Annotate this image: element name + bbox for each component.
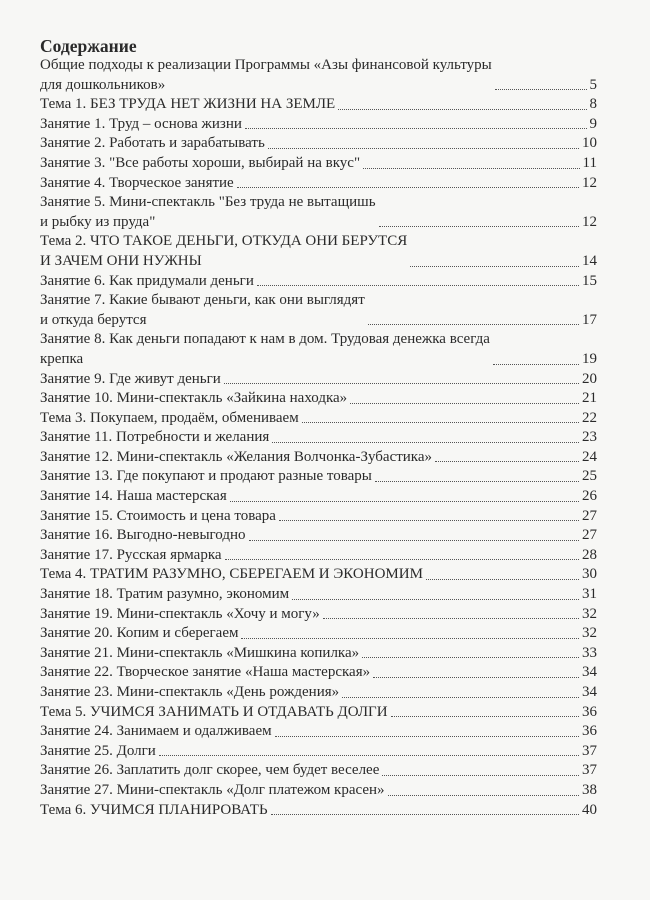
toc-entry-title-line: Тема 5. УЧИМСЯ ЗАНИМАТЬ И ОТДАВАТЬ ДОЛГИ: [40, 703, 388, 720]
toc-entry-title: [40, 761, 379, 781]
toc-entry: [40, 624, 597, 644]
toc-entry-title: [40, 546, 222, 566]
toc-entry-title: [40, 330, 490, 369]
dot-leader: [382, 775, 579, 776]
dot-leader: [323, 618, 579, 619]
toc-entry-title-line: Занятие 16. Выгодно-невыгодно: [40, 527, 246, 544]
toc-entry-title-line: Занятие 3. "Все работы хороши, выбирай на вкус": [40, 154, 361, 171]
toc-entry-title: [40, 272, 254, 292]
dot-leader: [495, 89, 587, 90]
dot-leader: [391, 716, 579, 717]
toc-entry-page-number: 10: [582, 135, 597, 152]
toc-entry-page-number: 36: [582, 723, 597, 740]
toc-entry: [40, 272, 597, 292]
toc-entry-title: [40, 722, 272, 742]
toc-entry: [40, 428, 597, 448]
toc-entry-title-line: Занятие 1. Труд – основа жизни: [40, 115, 242, 132]
toc-entry-title: [40, 370, 221, 390]
toc-entry-page-number: 33: [582, 644, 597, 661]
toc-entry-title-line: крепка: [40, 350, 84, 367]
dot-leader: [388, 795, 579, 796]
toc-entry-title: [40, 232, 407, 271]
toc-entry-title: [40, 115, 242, 135]
toc-entry: [40, 703, 597, 723]
dot-leader: [342, 697, 579, 698]
toc-entry: [40, 467, 597, 487]
dot-leader: [224, 383, 579, 384]
toc-entry-page-number: 15: [582, 272, 597, 289]
toc-entry-page-number: 34: [582, 664, 597, 681]
toc-entry-page-number: 32: [582, 625, 597, 642]
dot-leader: [410, 266, 579, 267]
dot-leader: [368, 324, 579, 325]
dot-leader: [271, 814, 579, 815]
toc-entry: [40, 291, 597, 330]
toc-entry-title-line: Тема 4. ТРАТИМ РАЗУМНО, СБЕРЕГАЕМ И ЭКОНОМИМ: [40, 566, 423, 583]
toc-entry: [40, 95, 597, 115]
toc-entry-page-number: 37: [582, 742, 597, 759]
toc-entry: [40, 193, 597, 232]
toc-entry-title: [40, 428, 269, 448]
toc-entry-page-number: 26: [582, 488, 597, 505]
dot-leader: [493, 364, 579, 365]
toc-entry-title: [40, 644, 359, 664]
toc-entry: [40, 409, 597, 429]
toc-entry-title: [40, 134, 265, 154]
dot-leader: [249, 540, 579, 541]
toc-entry: [40, 330, 597, 369]
dot-leader: [245, 128, 587, 129]
toc-entry: [40, 565, 597, 585]
toc-entry-title-line: для дошкольников»: [40, 76, 166, 93]
toc-entry-title-line: Занятие 9. Где живут деньги: [40, 370, 221, 387]
toc-entry-title: [40, 409, 299, 429]
toc-entry: [40, 801, 597, 821]
toc-entry-title: [40, 174, 234, 194]
toc-entry: [40, 174, 597, 194]
toc-entry: [40, 154, 597, 174]
toc-entry-title-line: Занятие 10. Мини-спектакль «Зайкина находка»: [40, 390, 348, 407]
toc-entry-page-number: 28: [582, 546, 597, 563]
toc-entry: [40, 781, 597, 801]
toc-entry-title-line: Занятие 19. Мини-спектакль «Хочу и могу»: [40, 605, 320, 622]
toc-entry-title-line: Тема 3. Покупаем, продаём, обмениваем: [40, 409, 299, 426]
dot-leader: [375, 481, 579, 482]
toc-entry-title-line: Занятие 11. Потребности и желания: [40, 429, 270, 446]
toc-entry: [40, 526, 597, 546]
toc-entry: [40, 644, 597, 664]
toc-entry: [40, 487, 597, 507]
toc-entry: [40, 761, 597, 781]
dot-leader: [275, 736, 579, 737]
toc-entry-title-line: Занятие 15. Стоимость и цена товара: [40, 507, 276, 524]
toc-entry: [40, 585, 597, 605]
toc-entry-title: [40, 487, 227, 507]
dot-leader: [426, 579, 579, 580]
toc-entry-page-number: 22: [582, 409, 597, 426]
toc-entry: [40, 683, 597, 703]
dot-leader: [338, 109, 586, 110]
toc-entry-page-number: 27: [582, 527, 597, 544]
dot-leader: [241, 638, 579, 639]
toc-entry: [40, 722, 597, 742]
toc-entry-title: [40, 193, 376, 232]
toc-entry-title-line: Тема 2. ЧТО ТАКОЕ ДЕНЬГИ, ОТКУДА ОНИ БЕРУТСЯ: [40, 233, 408, 250]
toc-entry-title-line: и откуда берутся: [40, 311, 147, 328]
toc-entry-title: [40, 526, 246, 546]
toc-entry-title-line: Занятие 20. Копим и сберегаем: [40, 625, 239, 642]
toc-entry-title: [40, 467, 372, 487]
dot-leader: [159, 755, 579, 756]
toc-entry-title: [40, 605, 320, 625]
toc-entry-title-line: Занятие 12. Мини-спектакль «Желания Волчонка-Зубастика»: [40, 448, 433, 465]
dot-leader: [237, 187, 579, 188]
toc-entry-title-line: Занятие 2. Работать и зарабатывать: [40, 135, 265, 152]
toc-entry: [40, 448, 597, 468]
dot-leader: [230, 501, 579, 502]
toc-entry-title-line: Занятие 8. Как деньги попадают к нам в дом. Трудовая денежка всегда: [40, 331, 490, 348]
dot-leader: [268, 148, 579, 149]
toc-entry-page-number: 12: [582, 174, 597, 191]
toc-entry-title: [40, 801, 268, 821]
toc-entry-page-number: 37: [582, 762, 597, 779]
toc-entry-page-number: 24: [582, 448, 597, 465]
toc-entry-page-number: 21: [582, 390, 597, 407]
toc-entry-title-line: Тема 1. БЕЗ ТРУДА НЕТ ЖИЗНИ НА ЗЕМЛЕ: [40, 96, 336, 113]
toc-entry-title-line: Тема 6. УЧИМСЯ ПЛАНИРОВАТЬ: [40, 801, 268, 818]
toc-entry-page-number: 31: [582, 586, 597, 603]
dot-leader: [379, 226, 579, 227]
toc-entry-page-number: 12: [582, 213, 597, 230]
toc-entry-title-line: Занятие 18. Тратим разумно, экономим: [40, 586, 290, 603]
toc-entry-page-number: 17: [582, 311, 597, 328]
toc-entry-page-number: 25: [582, 468, 597, 485]
toc-entry-title: [40, 683, 339, 703]
toc-entry-title: [40, 742, 156, 762]
toc-entry-title: [40, 781, 385, 801]
toc-entry-page-number: 11: [582, 154, 597, 171]
toc-entry-title-line: и рыбку из пруда": [40, 213, 156, 230]
toc-entry-title-line: Занятие 25. Долги: [40, 742, 156, 759]
toc-entry-title-line: Занятие 24. Занимаем и одалживаем: [40, 723, 272, 740]
toc-entry-title-line: Занятие 21. Мини-спектакль «Мишкина копилка»: [40, 644, 360, 661]
dot-leader: [350, 403, 579, 404]
toc-entry-title: [40, 703, 388, 723]
dot-leader: [362, 657, 579, 658]
toc-entry-title: [40, 663, 370, 683]
dot-leader: [373, 677, 579, 678]
toc-entry-title: [40, 389, 347, 409]
toc-entry: [40, 232, 597, 271]
toc-entry-title: [40, 154, 360, 174]
toc-entry-title-line: Занятие 17. Русская ярмарка: [40, 546, 222, 563]
toc-title: Содержание: [40, 36, 137, 56]
toc-entry-page-number: 14: [582, 252, 597, 269]
toc-entry-title-line: Занятие 14. Наша мастерская: [40, 488, 227, 505]
toc-entry-title-line: Занятие 4. Творческое занятие: [40, 174, 234, 191]
toc-entry-page-number: 30: [582, 566, 597, 583]
toc-entry-title: [40, 95, 335, 115]
toc-entry-title-line: Занятие 26. Заплатить долг скорее, чем будет веселее: [40, 762, 380, 779]
toc-entry-title-line: Занятие 22. Творческое занятие «Наша мастерская»: [40, 664, 371, 681]
dot-leader: [363, 168, 579, 169]
toc-entry-title: [40, 56, 492, 95]
toc-entry: [40, 56, 597, 95]
toc-entry-title-line: Общие подходы к реализации Программы «Азы финансовой культуры: [40, 57, 492, 73]
dot-leader: [225, 559, 579, 560]
toc-entry-page-number: 40: [582, 801, 597, 818]
toc-entry-title: [40, 507, 276, 527]
toc-entry-title-line: Занятие 7. Какие бывают деньги, как они выглядят: [40, 292, 365, 309]
toc-entry-page-number: 23: [582, 429, 597, 446]
toc-entry-title-line: Занятие 27. Мини-спектакль «Долг платежом красен»: [40, 781, 385, 798]
dot-leader: [302, 422, 579, 423]
toc-entry-page-number: 20: [582, 370, 597, 387]
dot-leader: [292, 599, 579, 600]
toc-entry: [40, 663, 597, 683]
toc-entry-title: [40, 448, 432, 468]
toc-entry-title-line: Занятие 5. Мини-спектакль "Без труда не вытащишь: [40, 194, 376, 211]
dot-leader: [257, 285, 579, 286]
toc-entry-title: [40, 291, 365, 330]
toc-entry-page-number: 27: [582, 507, 597, 524]
toc-entry-page-number: 34: [582, 684, 597, 700]
toc-entry: [40, 115, 597, 135]
toc-entry-title: [40, 565, 423, 585]
toc-entry-title: [40, 624, 238, 644]
toc-entry: [40, 389, 597, 409]
toc-entry-page-number: 32: [582, 605, 597, 622]
toc-list: [40, 56, 597, 820]
toc-entry: [40, 507, 597, 527]
dot-leader: [435, 461, 579, 462]
toc-entry: [40, 546, 597, 566]
toc-entry: [40, 742, 597, 762]
toc-entry-page-number: 8: [589, 96, 597, 113]
toc-entry-page-number: 5: [589, 76, 597, 93]
toc-entry-page-number: 19: [582, 350, 597, 367]
toc-entry-title-line: И ЗАЧЕМ ОНИ НУЖНЫ: [40, 252, 202, 269]
toc-entry-page-number: 9: [589, 115, 597, 132]
toc-entry-title-line: Занятие 6. Как придумали деньги: [40, 272, 254, 289]
toc-entry: [40, 605, 597, 625]
dot-leader: [272, 442, 579, 443]
toc-entry: [40, 370, 597, 390]
toc-entry-title-line: Занятие 13. Где покупают и продают разные товары: [40, 468, 372, 485]
toc-entry-page-number: 36: [582, 703, 597, 720]
toc-entry-title: [40, 585, 289, 605]
toc-entry: [40, 134, 597, 154]
dot-leader: [279, 520, 579, 521]
toc-entry-title-line: Занятие 23. Мини-спектакль «День рождения»: [40, 684, 340, 700]
toc-entry-page-number: 38: [582, 781, 597, 798]
